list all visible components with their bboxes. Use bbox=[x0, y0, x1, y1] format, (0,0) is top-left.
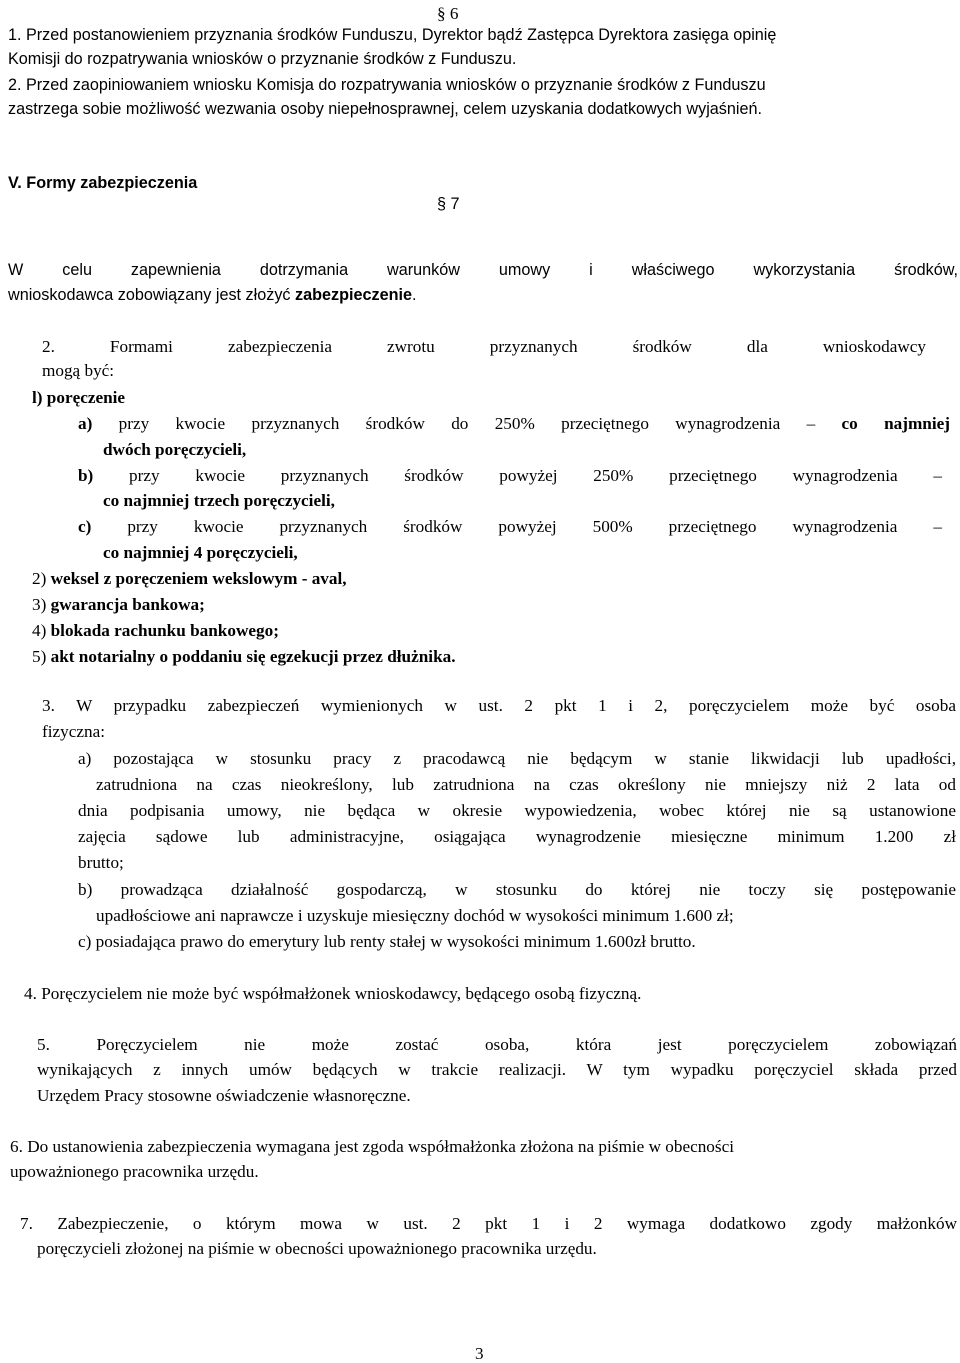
list-item-1c-line-2: co najmniej 4 poręczycieli, bbox=[103, 543, 298, 562]
paragraph-text: wnioskodawca zobowiązany jest złożyć bbox=[8, 286, 296, 304]
paragraph-5-line-3: Urzędem Pracy stosowne oświadczenie własnoręczne. bbox=[37, 1086, 411, 1105]
item-label: c) bbox=[78, 517, 92, 536]
list-item-4 bbox=[32, 622, 279, 639]
item-bold-text: co najmniej bbox=[841, 414, 950, 433]
list-item-1c-line-1 bbox=[78, 518, 942, 535]
item-text: weksel z poręczeniem wekslowym - aval, bbox=[50, 569, 347, 588]
section-6-number: § 6 bbox=[437, 4, 459, 23]
paragraph-bold-term: zabezpieczenie bbox=[295, 286, 412, 304]
paragraph-3a-line-4: zajęcia sądowe lub administracyjne, osiągająca wynagrodzenie miesięczne minimum 1.200 zł bbox=[78, 827, 956, 846]
item-text: akt notarialny o poddaniu się egzekucji przez dłużnika. bbox=[50, 647, 456, 666]
paragraph-3b-line-2: upadłościowe ani naprawcze i uzyskuje miesięczny dochód w wysokości minimum 1.600 zł; bbox=[96, 906, 734, 925]
paragraph-period: . bbox=[411, 286, 417, 304]
item-number: 3) bbox=[32, 595, 51, 614]
item-number: 5) bbox=[32, 647, 51, 666]
paragraph-6-line-1: 6. Do ustanowienia zabezpieczenia wymagana jest zgoda współmałżonka złożona na piśmie w obecności bbox=[10, 1137, 734, 1156]
list-item-1b-line-2: co najmniej trzech poręczycieli, bbox=[103, 491, 335, 510]
list-item-1a-line-1 bbox=[78, 415, 950, 432]
item-text: przy kwocie przyznanych środków powyżej 250% przeciętnego wynagrodzenia – bbox=[93, 466, 942, 485]
list-item-1b-line-1 bbox=[78, 467, 942, 484]
item-number: 2) bbox=[32, 569, 51, 588]
paragraph-3-line-2: fizyczna: bbox=[42, 722, 105, 741]
list-item-1a-line-2: dwóch poręczycieli, bbox=[103, 440, 247, 459]
section-6-paragraph-1-line-1: 1. Przed postanowieniem przyznania środków Funduszu, Dyrektor bądź Zastępca Dyrektora zasięga opinię bbox=[8, 26, 777, 44]
item-text: gwarancja bankowa; bbox=[50, 595, 205, 614]
list-item-3 bbox=[32, 596, 205, 613]
paragraph-3b-line-1: b) prowadząca działalność gospodarczą, w stosunku do której nie toczy się postępowanie bbox=[78, 880, 956, 899]
item-text: przy kwocie przyznanych środków powyżej 500% przeciętnego wynagrodzenia – bbox=[91, 517, 942, 536]
paragraph-3a-line-5: brutto; bbox=[78, 853, 124, 872]
section-7-paragraph-1-line-1: W celu zapewnienia dotrzymania warunków umowy i właściwego wykorzystania środków, bbox=[8, 261, 958, 279]
item-label: b) bbox=[78, 466, 94, 485]
paragraph-5-line-2: wynikających z innych umów będących w trakcie realizacji. W tym wypadku poręczyciel składa przed bbox=[37, 1060, 957, 1079]
paragraph-6-line-2: upoważnionego pracownika urzędu. bbox=[10, 1162, 259, 1181]
item-label: a) bbox=[78, 414, 93, 433]
section-6-paragraph-2-line-2: zastrzega sobie możliwość wezwania osoby niepełnosprawnej, celem uzyskania dodatkowych wyjaśnień. bbox=[8, 100, 762, 118]
paragraph-2-line-1: 2. Formami zabezpieczenia zwrotu przyznanych środków dla wnioskodawcy bbox=[42, 337, 926, 356]
list-item-2 bbox=[32, 570, 347, 587]
paragraph-7-line-2: poręczycieli złożonej na piśmie w obecności upoważnionego pracownika urzędu. bbox=[37, 1239, 597, 1258]
section-6-paragraph-2-line-1: 2. Przed zaopiniowaniem wniosku Komisja do rozpatrywania wniosków o przyznanie środków z Funduszu bbox=[8, 76, 766, 94]
paragraph-4: 4. Poręczycielem nie może być współmałżonek wnioskodawcy, będącego osobą fizyczną. bbox=[24, 984, 642, 1003]
paragraph-7-line-1: 7. Zabezpieczenie, o którym mowa w ust. 2 pkt 1 i 2 wymaga dodatkowo zgody małżonków bbox=[20, 1214, 957, 1233]
item-number: 4) bbox=[32, 621, 51, 640]
paragraph-2-line-2: mogą być: bbox=[42, 361, 115, 380]
chapter-heading: V. Formy zabezpieczenia bbox=[8, 174, 198, 192]
paragraph-3c-line-1: c) posiadająca prawo do emerytury lub renty stałej w wysokości minimum 1.600zł brutto. bbox=[78, 932, 696, 951]
paragraph-3a-line-3: dnia podpisania umowy, nie będąca w okresie wypowiedzenia, wobec której nie są ustanowione bbox=[78, 801, 956, 820]
page-number: 3 bbox=[475, 1344, 484, 1363]
paragraph-3-line-1: 3. W przypadku zabezpieczeń wymienionych w ust. 2 pkt 1 i 2, poręczycielem może być osoba bbox=[42, 696, 956, 715]
section-7-number: § 7 bbox=[437, 195, 460, 213]
item-text: przy kwocie przyznanych środków do 250% przeciętnego wynagrodzenia – bbox=[92, 414, 842, 433]
item-text: blokada rachunku bankowego; bbox=[50, 621, 279, 640]
paragraph-3a-line-2: zatrudniona na czas nieokreślony, lub zatrudniona na czas określony nie mniejszy niż 2 lata od bbox=[96, 775, 956, 794]
list-item-1: l) poręczenie bbox=[32, 388, 126, 407]
section-6-paragraph-1-line-2: Komisji do rozpatrywania wniosków o przyznanie środków z Funduszu. bbox=[8, 50, 517, 68]
paragraph-5-line-1: 5. Poręczycielem nie może zostać osoba, która jest poręczycielem zobowiązań bbox=[37, 1035, 957, 1054]
section-7-paragraph-1-line-2 bbox=[8, 287, 416, 303]
list-item-5 bbox=[32, 648, 456, 665]
paragraph-3a-line-1: a) pozostająca w stosunku pracy z pracodawcą nie będącym w stanie likwidacji lub upadłości, bbox=[78, 749, 956, 768]
